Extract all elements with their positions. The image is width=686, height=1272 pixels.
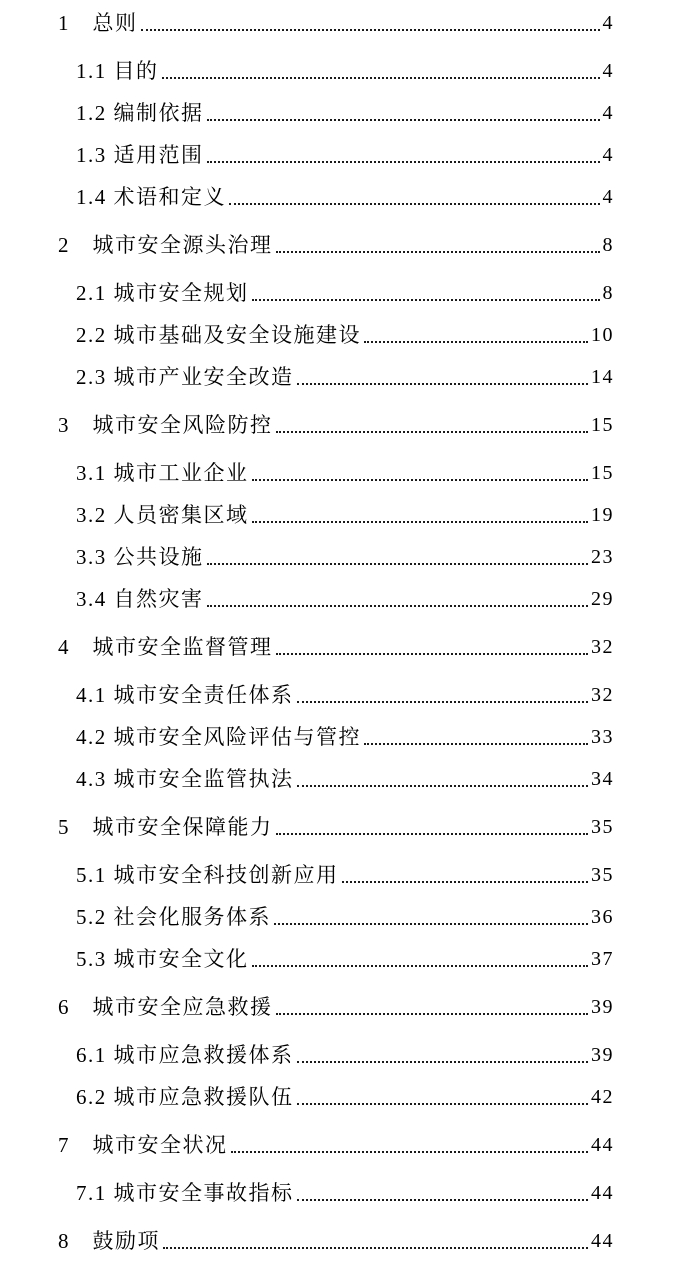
toc-entry-page-number: 23 — [591, 546, 614, 568]
toc-entry[interactable] — [58, 1034, 614, 1076]
toc-entry-label: 4.2 城市安全风险评估与管控 — [76, 725, 361, 749]
toc-entry-label: 3.3 公共设施 — [76, 545, 204, 569]
dot-leader — [364, 716, 588, 745]
toc-entry-label: 8 鼓励项 — [58, 1229, 160, 1253]
toc-entry-page-number: 8 — [602, 234, 614, 256]
toc-entry-page-number: 36 — [591, 906, 614, 928]
toc-entry[interactable] — [58, 314, 614, 356]
toc-entry-page-number: 35 — [591, 816, 614, 838]
toc-entry[interactable] — [58, 2, 614, 44]
toc-entry[interactable] — [58, 806, 614, 848]
toc-entry[interactable] — [58, 176, 614, 218]
toc-entry-page-number: 44 — [591, 1134, 614, 1156]
toc-entry[interactable] — [58, 1220, 614, 1262]
toc-entry[interactable] — [58, 356, 614, 398]
toc-entry-label: 3.2 人员密集区域 — [76, 503, 249, 527]
toc-entry-label: 1.3 适用范围 — [76, 143, 204, 167]
toc-entry-label: 1.4 术语和定义 — [76, 185, 226, 209]
toc-entry-label: 6.2 城市应急救援队伍 — [76, 1085, 294, 1109]
dot-leader — [207, 536, 589, 565]
toc-entry-label: 3 城市安全风险防控 — [58, 413, 273, 437]
toc-entry-page-number: 19 — [591, 504, 614, 526]
dot-leader — [297, 356, 589, 385]
toc-entry[interactable] — [58, 494, 614, 536]
toc-entry[interactable] — [58, 758, 614, 800]
toc-entry[interactable] — [58, 92, 614, 134]
toc-entry-label: 2 城市安全源头治理 — [58, 233, 273, 257]
toc-entry-label: 1.2 编制依据 — [76, 101, 204, 125]
toc-entry-page-number: 44 — [591, 1182, 614, 1204]
toc-entry[interactable] — [58, 404, 614, 446]
dot-leader — [207, 134, 600, 163]
toc-entry-label: 6 城市安全应急救援 — [58, 995, 273, 1019]
toc-entry[interactable] — [58, 986, 614, 1028]
dot-leader — [364, 314, 588, 343]
toc-entry-page-number: 34 — [591, 768, 614, 790]
dot-leader — [252, 452, 589, 481]
dot-leader — [252, 938, 589, 967]
toc-entry-page-number: 32 — [591, 636, 614, 658]
dot-leader — [276, 626, 589, 655]
toc-entry-label: 3.4 自然灾害 — [76, 587, 204, 611]
toc-entry-page-number: 4 — [602, 144, 614, 166]
toc-entry[interactable] — [58, 224, 614, 266]
toc-entry-label: 5 城市安全保障能力 — [58, 815, 273, 839]
toc-entry[interactable] — [58, 452, 614, 494]
toc-entry-label: 2.2 城市基础及安全设施建设 — [76, 323, 361, 347]
dot-leader — [342, 854, 589, 883]
dot-leader — [163, 1220, 588, 1249]
toc-entry-page-number: 29 — [591, 588, 614, 610]
toc-entry[interactable] — [58, 1076, 614, 1118]
toc-entry[interactable] — [58, 134, 614, 176]
dot-leader — [231, 1124, 589, 1153]
toc-entry[interactable] — [58, 272, 614, 314]
toc-entry-page-number: 37 — [591, 948, 614, 970]
toc-entry-label: 5.2 社会化服务体系 — [76, 905, 271, 929]
toc-entry-page-number: 15 — [591, 462, 614, 484]
toc-entry[interactable] — [58, 674, 614, 716]
dot-leader — [276, 404, 589, 433]
toc-entry-page-number: 42 — [591, 1086, 614, 1108]
toc-entry-page-number: 4 — [602, 186, 614, 208]
toc-entry-page-number: 39 — [591, 1044, 614, 1066]
dot-leader — [297, 674, 589, 703]
dot-leader — [229, 176, 600, 205]
toc-entry-page-number: 8 — [602, 282, 614, 304]
toc-entry-label: 5.1 城市安全科技创新应用 — [76, 863, 339, 887]
toc-entry-label: 1.1 目的 — [76, 59, 159, 83]
toc-entry-label: 2.1 城市安全规划 — [76, 281, 249, 305]
toc-entry-page-number: 4 — [602, 102, 614, 124]
toc-entry[interactable] — [58, 716, 614, 758]
toc-entry[interactable] — [58, 1172, 614, 1214]
toc-entry-page-number: 4 — [602, 60, 614, 82]
dot-leader — [276, 806, 589, 835]
toc-entry-page-number: 4 — [602, 12, 614, 34]
dot-leader — [252, 494, 589, 523]
toc-entry[interactable] — [58, 896, 614, 938]
toc-entry[interactable] — [58, 938, 614, 980]
toc-entry-label: 6.1 城市应急救援体系 — [76, 1043, 294, 1067]
dot-leader — [207, 92, 600, 121]
dot-leader — [297, 1172, 589, 1201]
toc-entry-label: 4.3 城市安全监管执法 — [76, 767, 294, 791]
dot-leader — [297, 1076, 589, 1105]
dot-leader — [162, 50, 600, 79]
toc-entry-label: 7 城市安全状况 — [58, 1133, 228, 1157]
toc-entry[interactable] — [58, 854, 614, 896]
toc-entry[interactable] — [58, 50, 614, 92]
dot-leader — [297, 1034, 589, 1063]
toc-entry[interactable] — [58, 536, 614, 578]
toc-entry-label: 4.1 城市安全责任体系 — [76, 683, 294, 707]
dot-leader — [297, 758, 589, 787]
toc-entry[interactable] — [58, 1124, 614, 1166]
toc-entry-label: 4 城市安全监督管理 — [58, 635, 273, 659]
toc-entry-label: 5.3 城市安全文化 — [76, 947, 249, 971]
dot-leader — [141, 2, 600, 31]
dot-leader — [276, 986, 589, 1015]
toc-entry-page-number: 10 — [591, 324, 614, 346]
dot-leader — [274, 896, 588, 925]
toc-entry-label: 7.1 城市安全事故指标 — [76, 1181, 294, 1205]
toc-entry-page-number: 15 — [591, 414, 614, 436]
dot-leader — [207, 578, 589, 607]
toc-entry[interactable] — [58, 626, 614, 668]
toc-entry-page-number: 44 — [591, 1230, 614, 1252]
dot-leader — [252, 272, 600, 301]
toc-entry-label: 3.1 城市工业企业 — [76, 461, 249, 485]
toc-entry[interactable] — [58, 578, 614, 620]
toc-entry-page-number: 35 — [591, 864, 614, 886]
toc-entry-page-number: 32 — [591, 684, 614, 706]
dot-leader — [276, 224, 600, 253]
toc-entry-label: 1 总则 — [58, 11, 138, 35]
toc-entry-label: 2.3 城市产业安全改造 — [76, 365, 294, 389]
toc-entry-page-number: 14 — [591, 366, 614, 388]
toc-entry-page-number: 39 — [591, 996, 614, 1018]
toc-entry-page-number: 33 — [591, 726, 614, 748]
